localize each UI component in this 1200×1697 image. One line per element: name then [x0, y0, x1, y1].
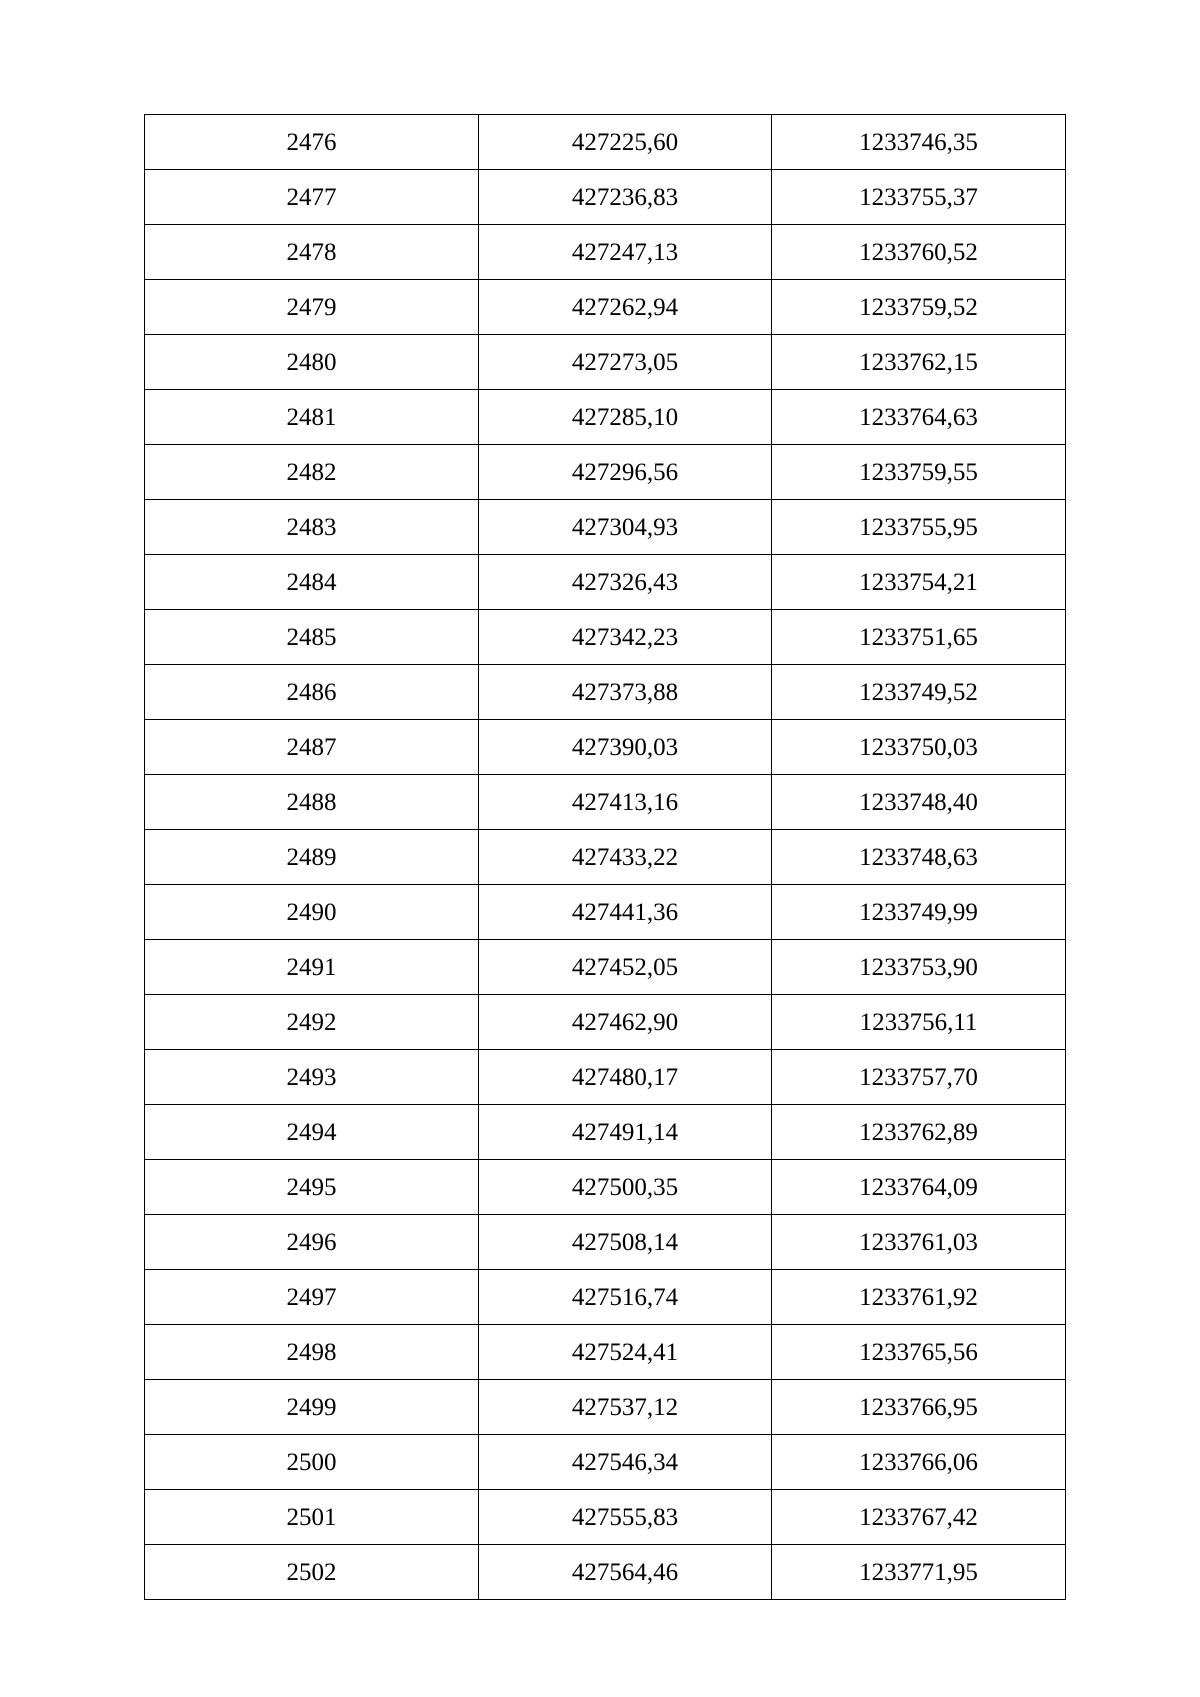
table-row — [145, 115, 1066, 170]
y-coordinate-cell: 1233748,40 — [772, 775, 1066, 830]
x-coordinate-cell: 427537,12 — [479, 1380, 772, 1435]
table-row — [145, 665, 1066, 720]
coordinates-table-body — [145, 115, 1066, 1600]
y-coordinate-cell: 1233757,70 — [772, 1050, 1066, 1105]
table-row — [145, 170, 1066, 225]
table-row — [145, 720, 1066, 775]
point-number-cell: 2498 — [145, 1325, 479, 1380]
y-coordinate-cell: 1233766,06 — [772, 1435, 1066, 1490]
x-coordinate-cell: 427500,35 — [479, 1160, 772, 1215]
table-row — [145, 1050, 1066, 1105]
y-coordinate-cell: 1233755,95 — [772, 500, 1066, 555]
point-number-cell: 2487 — [145, 720, 479, 775]
y-coordinate-cell: 1233748,63 — [772, 830, 1066, 885]
y-coordinate-cell: 1233756,11 — [772, 995, 1066, 1050]
table-row — [145, 830, 1066, 885]
table-row — [145, 1545, 1066, 1600]
point-number-cell: 2492 — [145, 995, 479, 1050]
point-number-cell: 2499 — [145, 1380, 479, 1435]
x-coordinate-cell: 427413,16 — [479, 775, 772, 830]
y-coordinate-cell: 1233771,95 — [772, 1545, 1066, 1600]
point-number-cell: 2480 — [145, 335, 479, 390]
point-number-cell: 2485 — [145, 610, 479, 665]
y-coordinate-cell: 1233746,35 — [772, 115, 1066, 170]
table-row — [145, 1215, 1066, 1270]
y-coordinate-cell: 1233750,03 — [772, 720, 1066, 775]
x-coordinate-cell: 427433,22 — [479, 830, 772, 885]
x-coordinate-cell: 427555,83 — [479, 1490, 772, 1545]
table-row — [145, 610, 1066, 665]
point-number-cell: 2478 — [145, 225, 479, 280]
y-coordinate-cell: 1233762,89 — [772, 1105, 1066, 1160]
table-row — [145, 775, 1066, 830]
point-number-cell: 2479 — [145, 280, 479, 335]
x-coordinate-cell: 427304,93 — [479, 500, 772, 555]
point-number-cell: 2477 — [145, 170, 479, 225]
x-coordinate-cell: 427462,90 — [479, 995, 772, 1050]
table-row — [145, 390, 1066, 445]
point-number-cell: 2493 — [145, 1050, 479, 1105]
x-coordinate-cell: 427508,14 — [479, 1215, 772, 1270]
point-number-cell: 2486 — [145, 665, 479, 720]
point-number-cell: 2495 — [145, 1160, 479, 1215]
table-row — [145, 1435, 1066, 1490]
x-coordinate-cell: 427247,13 — [479, 225, 772, 280]
point-number-cell: 2491 — [145, 940, 479, 995]
point-number-cell: 2502 — [145, 1545, 479, 1600]
y-coordinate-cell: 1233761,92 — [772, 1270, 1066, 1325]
x-coordinate-cell: 427262,94 — [479, 280, 772, 335]
point-number-cell: 2484 — [145, 555, 479, 610]
table-row — [145, 1270, 1066, 1325]
x-coordinate-cell: 427524,41 — [479, 1325, 772, 1380]
y-coordinate-cell: 1233760,52 — [772, 225, 1066, 280]
x-coordinate-cell: 427390,03 — [479, 720, 772, 775]
x-coordinate-cell: 427441,36 — [479, 885, 772, 940]
point-number-cell: 2488 — [145, 775, 479, 830]
table-row — [145, 1160, 1066, 1215]
x-coordinate-cell: 427225,60 — [479, 115, 772, 170]
point-number-cell: 2482 — [145, 445, 479, 500]
point-number-cell: 2501 — [145, 1490, 479, 1545]
point-number-cell: 2490 — [145, 885, 479, 940]
x-coordinate-cell: 427480,17 — [479, 1050, 772, 1105]
x-coordinate-cell: 427342,23 — [479, 610, 772, 665]
point-number-cell: 2481 — [145, 390, 479, 445]
x-coordinate-cell: 427236,83 — [479, 170, 772, 225]
y-coordinate-cell: 1233749,52 — [772, 665, 1066, 720]
point-number-cell: 2497 — [145, 1270, 479, 1325]
y-coordinate-cell: 1233755,37 — [772, 170, 1066, 225]
y-coordinate-cell: 1233754,21 — [772, 555, 1066, 610]
y-coordinate-cell: 1233766,95 — [772, 1380, 1066, 1435]
table-row — [145, 1380, 1066, 1435]
x-coordinate-cell: 427564,46 — [479, 1545, 772, 1600]
y-coordinate-cell: 1233759,55 — [772, 445, 1066, 500]
x-coordinate-cell: 427285,10 — [479, 390, 772, 445]
point-number-cell: 2500 — [145, 1435, 479, 1490]
table-row — [145, 1325, 1066, 1380]
table-row — [145, 445, 1066, 500]
y-coordinate-cell: 1233764,09 — [772, 1160, 1066, 1215]
y-coordinate-cell: 1233753,90 — [772, 940, 1066, 995]
table-row — [145, 940, 1066, 995]
y-coordinate-cell: 1233765,56 — [772, 1325, 1066, 1380]
point-number-cell: 2476 — [145, 115, 479, 170]
x-coordinate-cell: 427491,14 — [479, 1105, 772, 1160]
point-number-cell: 2483 — [145, 500, 479, 555]
point-number-cell: 2496 — [145, 1215, 479, 1270]
table-row — [145, 500, 1066, 555]
y-coordinate-cell: 1233761,03 — [772, 1215, 1066, 1270]
x-coordinate-cell: 427326,43 — [479, 555, 772, 610]
table-row — [145, 335, 1066, 390]
table-row — [145, 1105, 1066, 1160]
y-coordinate-cell: 1233762,15 — [772, 335, 1066, 390]
table-row — [145, 280, 1066, 335]
x-coordinate-cell: 427516,74 — [479, 1270, 772, 1325]
point-number-cell: 2489 — [145, 830, 479, 885]
table-row — [145, 555, 1066, 610]
table-row — [145, 995, 1066, 1050]
table-row — [145, 225, 1066, 280]
y-coordinate-cell: 1233764,63 — [772, 390, 1066, 445]
x-coordinate-cell: 427452,05 — [479, 940, 772, 995]
x-coordinate-cell: 427546,34 — [479, 1435, 772, 1490]
x-coordinate-cell: 427273,05 — [479, 335, 772, 390]
x-coordinate-cell: 427296,56 — [479, 445, 772, 500]
table-row — [145, 885, 1066, 940]
coordinates-table — [144, 114, 1066, 1600]
y-coordinate-cell: 1233759,52 — [772, 280, 1066, 335]
point-number-cell: 2494 — [145, 1105, 479, 1160]
y-coordinate-cell: 1233767,42 — [772, 1490, 1066, 1545]
table-row — [145, 1490, 1066, 1545]
y-coordinate-cell: 1233751,65 — [772, 610, 1066, 665]
x-coordinate-cell: 427373,88 — [479, 665, 772, 720]
y-coordinate-cell: 1233749,99 — [772, 885, 1066, 940]
